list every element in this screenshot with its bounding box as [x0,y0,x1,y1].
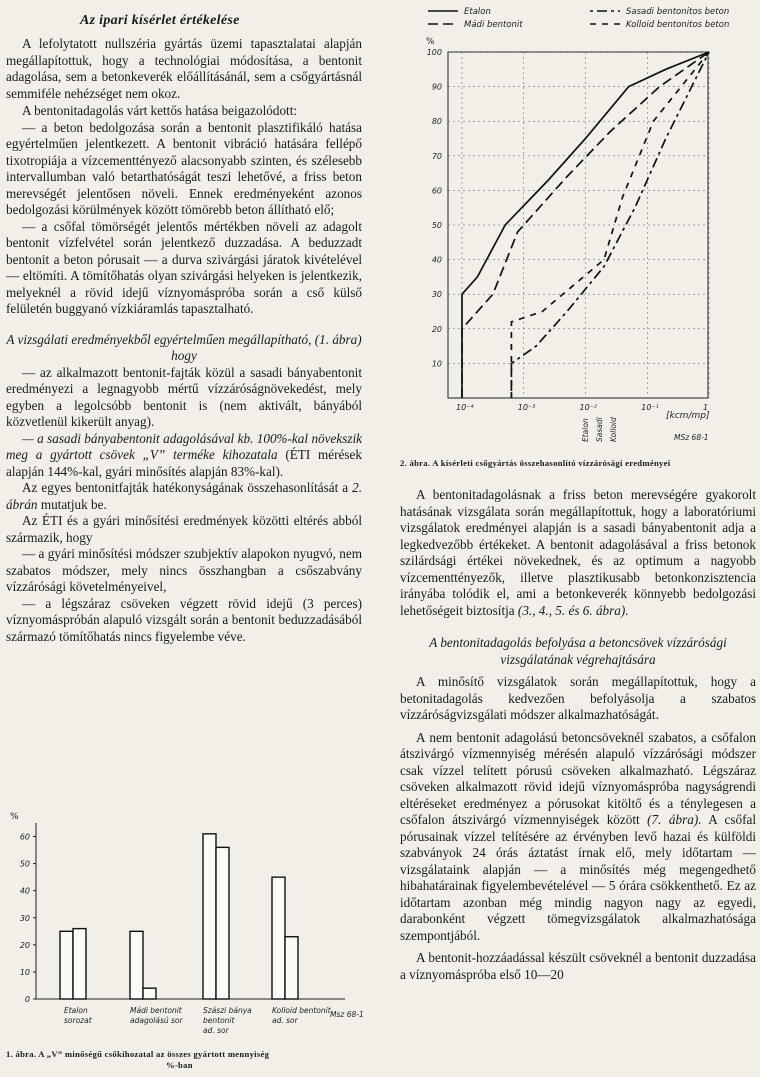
fig1-y-tick-label: 20 [19,940,30,950]
fig1-bar [216,847,229,999]
paragraph-expected-effect: A bentonitadagolás várt kettős hatása beigazolódott: [22,103,298,118]
fig1-category-labels [64,1006,332,1035]
fig2-legend-label: Kolloid bentonitos beton [626,20,730,30]
figure-reference: (7. ábra). [647,812,702,827]
fig1-y-tick-label: 0 [24,995,30,1004]
results-subheading: A vizsgálati eredményekből egyértelműen megállapítható, (1. ábra) hogy [6,331,362,363]
left-text-block [6,36,362,645]
fig1-category-label: Szászi bánya [203,1006,252,1015]
fig2-y-tick-label: 60 [431,186,442,196]
figure-2-caption: 2. ábra. A kísérleti csőgyártás összehasonlító vízzárósági eredményei [400,458,671,468]
result-item-2-emphasis: — a sasadi bányabentonit adagolásával kb. 100%-kal növekszik meg a gyártott csövek „V” terméke kihozatala [6,430,362,462]
fig2-x-unit: [kcm/mp] [666,411,710,421]
fig1-y-tick-label: 60 [19,832,30,842]
fig2-y-tick-label: 80 [431,117,442,127]
fig2-source-code: MSz 68-1 [674,433,709,442]
stiffness-text: A bentonitadagolásnak a friss beton merevségére gyakorolt hatásának vizsgálata során megállapítottuk, hogy a laboratóriumi vizsgálatok eredményei alapján is a sasadi bányabentonit adja a legkedvezőbb értékeket. A bentonit adagolásával a friss betonok szilárdsági értékei növekednek, és az optimum a nagyobb vízcementtényezők, illetve plasztikusabb betonkonzisztencia irányába tolódik el, ami a betonkeverék könnyebb bedolgozási lehetőségeit biztosítja [400,487,756,618]
fig2-y-tick-label: 90 [431,82,442,92]
fig2-vertical-label: Kolloid [609,417,618,442]
fig1-y-unit: % [10,812,19,822]
method-text-end: A csőfal pórusainak vízzel telítésére az érvényben levő hazai és külföldi szabványok 24 órás áztatást írnak elő, mely időtartam — vizsgálataink alapján — a minősítés még megengedhető hibahatárainak figyelembevételével — 5 órára csökkenthető. Ez az időtartam azonban még mindig nagyon nagy az egyedi, darabonként végzett tömegvizsgálatok alkalmazhatósága szempontjából. [400,812,756,943]
figure-reference: (3., 4., 5. és 6. ábra). [517,602,629,618]
fig1-y-tick-label: 30 [19,913,30,923]
right-subheading: A bentonitadagolás befolyása a betoncsövek vízzárósági vizsgálatának végrehajtására [429,635,727,667]
fig1-caption-line-1: 1. ábra. A „V” minőségű csőkihozatal az összes gyártott mennyiség [6,1049,270,1059]
fig1-y-tick-label: 40 [19,886,30,896]
fig2-legend [428,7,729,30]
fig2-y-tick-label: 30 [431,290,442,300]
fig2-x-tick-label: 10⁻⁴ [456,403,474,412]
comparison-paragraph [6,480,362,513]
paragraph-swelling: — a csőfal tömörségét jelentős mértékben növeli az adagolt bentonit vízfelvétel során jelentkező duzzadása. A beduzzadt bentonit a beton pórusait — a durva szivárgási járatok kivételével — eltömíti. A tömítőhatás olyan szivárgási helyeken is jelentkezik, melyeknél a rövid idejű víznyomáspróba során a cső külső felületén buggyanó vízkiáramlás tapasztalható. [6,218,362,316]
result-item-3: — a gyári minősítési módszer szubjektív alapokon nyugvó, nem szabatos módszer, mely nincs összhangban a csőszabvány vízzárósági követelményeivel, [6,546,362,594]
fig1-bar [60,931,73,999]
paragraph-qualification: A minősítő vizsgálatok során megállapítottuk, hogy a betonitadagolás kedvezően befolyásolja a szabatos vízzáróságvizsgálati módszer alkalmazhatóságát. [400,674,756,722]
fig2-x-tick-label: 10⁻¹ [641,403,659,412]
fig1-category-label: ad. sor [203,1026,229,1035]
fig1-y-tick-label: 10 [19,967,30,977]
figure-1-caption [6,1049,376,1071]
figure-1-bar-chart [0,805,385,1050]
paragraph-intro: A lefolytatott nullszéria gyártás üzemi tapasztalatai alapján megállapítottuk, hogy a technológiai módosítása, a bentonit adagolása, sem a betonkeverék előállításánál, sem a csőgyártásnál semmiféle nehézséget nem okoz. [6,36,362,101]
fig2-y-tick-label: 70 [431,151,442,161]
fig1-bar [73,929,86,999]
figure-reference: 2. ábrán [6,480,362,512]
fig2-y-unit: % [426,37,435,47]
paragraph-plasticizing: — a beton bedolgozása során a bentonit plasztifikáló hatása egyértelműen jelentkezett. A bentonit vibráció hatására fellépő tixotropiája a vízcementtényező alacsonyabb szinten, és szélesebb intervallumban való betarthatóságát teszi lehetővé, a friss beton merevségét jelentősen növeli. Ennek eredményeként azonos bedolgozási körülmények között tömörebb beton állítható elő; [6,119,362,217]
fig1-category-label: Kolloid bentonit [272,1006,331,1015]
fig1-y-tick-label: 50 [19,859,30,869]
fig2-y-tick-label: 10 [431,359,442,369]
fig2-y-tick-label: 20 [431,324,442,334]
fig1-caption-line-2: %-ban [166,1060,193,1070]
fig1-category-label: bentonit [203,1016,235,1025]
fig2-x-tick-label: 1 [703,403,709,412]
fig1-bar [143,988,156,999]
fig1-category-label: Etalon [64,1006,88,1015]
fig2-legend-label: Etalon [464,7,491,17]
fig2-x-tick-label: 10⁻³ [517,403,536,412]
comparison-text: Az egyes bentonitfajták hatékonyságának összehasonlítását a [22,480,353,495]
fig1-bar [285,937,298,999]
fig1-category-label: ad. sor [272,1016,298,1025]
fig1-bar [272,877,285,999]
section-heading: Az ipari kísérlet értékelése [80,13,240,28]
figure-2-line-chart [398,0,760,458]
fig1-category-label: sorozat [64,1016,92,1025]
fig2-y-tick-label: 100 [426,48,442,57]
right-text-block [400,487,756,983]
result-item-2-rest: (ÉTI mérések alapján 144%-kal, gyári minősítés alapján 83%-kal). [6,447,362,479]
paragraph-method [400,730,756,945]
result-item-2 [6,431,362,481]
fig2-axes-grid [427,48,709,442]
fig2-x-tick-label: 10⁻² [579,403,598,412]
fig2-legend-label: Mádi bentonit [464,20,523,30]
fig2-legend-label: Sasadi bentonitos beton [626,7,730,17]
paragraph-stiffness [400,487,756,619]
result-item-4: — a légszáraz csöveken végzett rövid idejű (3 perces) víznyomáspróbán alapuló vizsgált során a bentonit beduzzadásából származó tömítőhatás nincs figyelembe véve. [6,595,362,644]
fig2-y-tick-label: 50 [431,221,442,230]
fig1-source-code: Msz 68-1 [330,1010,364,1019]
comparison-text-end: mutatjuk be. [37,496,107,512]
fig1-category-label: Mádi bentonit [130,1006,182,1015]
fig1-category-label: adagolású sor [130,1016,183,1025]
difference-paragraph: Az ÉTI és a gyári minősítési eredmények közötti eltérés abból származik, hogy [6,513,362,545]
fig2-vertical-label: Etalon [581,418,590,442]
fig1-bar [130,931,143,999]
result-item-1: — az alkalmazott bentonit-fajták közül a sasadi bányabentonit eredményezi a legnagyobb mértű vízzáróságnövekedést, mely egyben a legolcsóbb bentonit is (nem aktivált, bányából közvetlenül kikerült anyag). [6,364,362,429]
fig1-bars [60,834,298,999]
fig2-y-tick-label: 40 [431,255,442,265]
fig2-vertical-label: Sasadi [595,417,604,442]
method-text: A nem bentonit adagolású betoncsöveknél szabatos, a csőfalon átszivárgó vízmennyiség mérésén alapuló vízzárósági módszer csak vízzel telített pórusú csöveken alkalmazható. Légszáraz csöveken alkalmazott rövid idejű víznyomáspróba nagyságrendi eltéréseket eredményez a pórusokat kitöltő és a ténylegesen a csőfalon átszivárgó vízmennyiségek között [400,729,756,827]
paragraph-bentonite-swelling: A bentonit-hozzáadással készült csöveknél a bentonit duzzadása a víznyomáspróba első 10—20 [400,950,756,982]
fig1-bar [203,834,216,999]
